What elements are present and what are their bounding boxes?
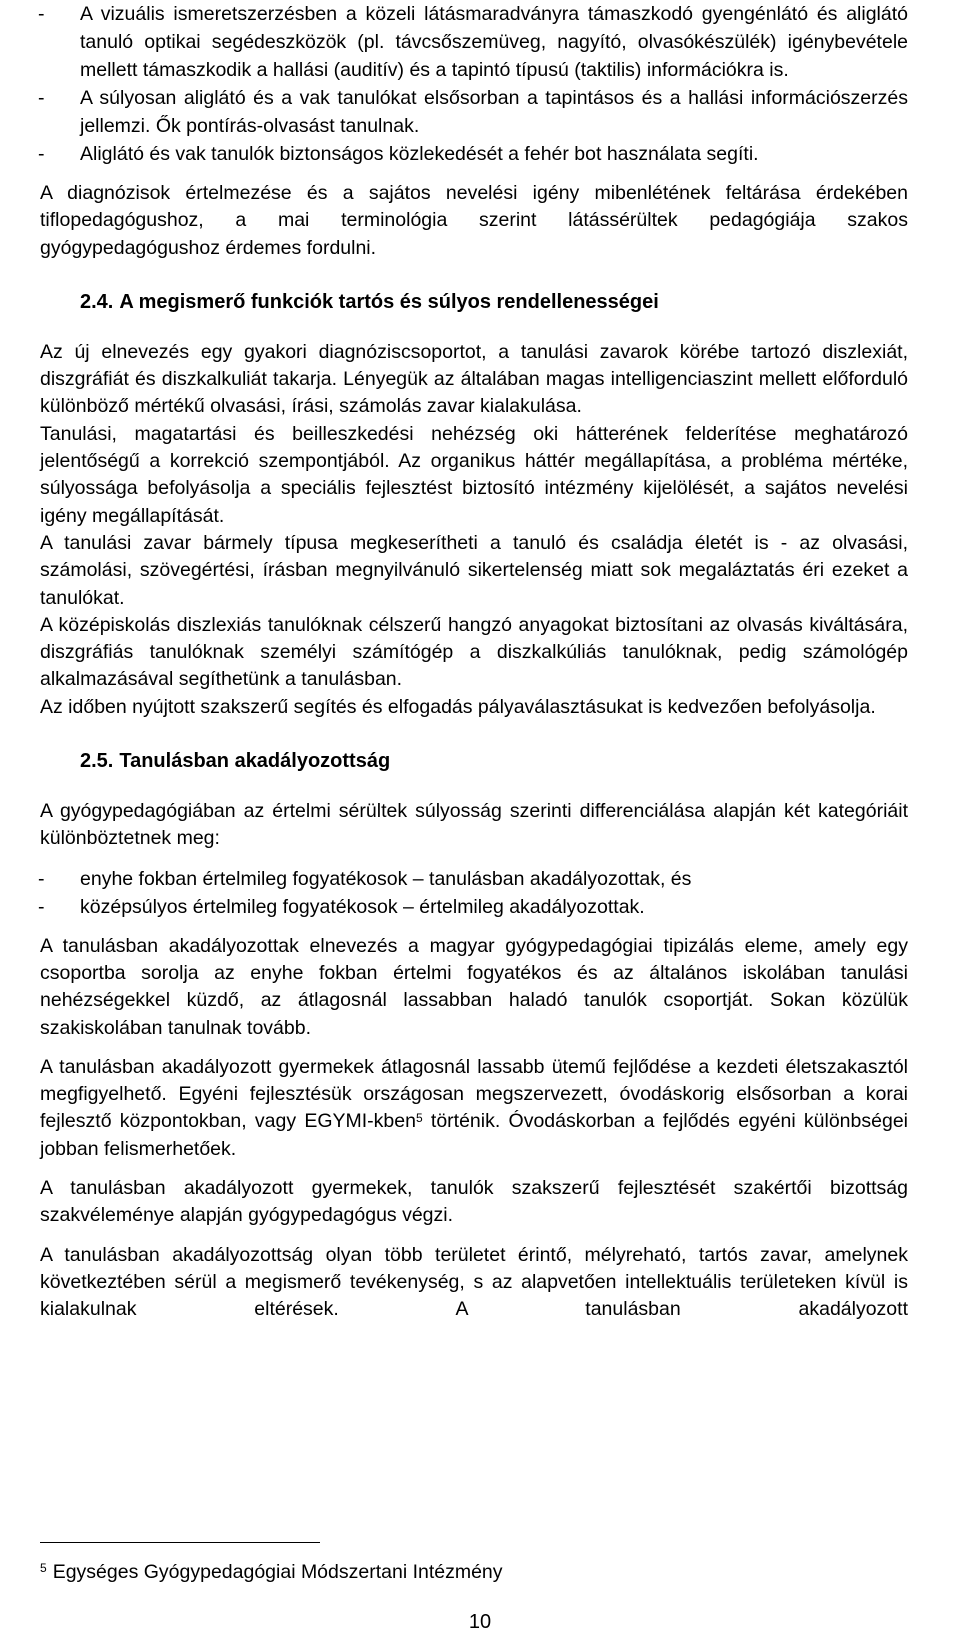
list-item [0, 0, 960, 84]
footnote-text: Egységes Gyógypedagógiai Módszertani Intézmény [52, 1561, 503, 1583]
category-list [0, 865, 960, 921]
list-item [0, 865, 960, 893]
footnote [40, 1558, 503, 1586]
list-item-text: Aliglátó és vak tanulók biztonságos közlekedését a fehér bot használata segíti. [80, 143, 759, 165]
paragraph: A középiskolás diszlexiás tanulóknak célszerű hangzó anyagokat biztosítani az olvasás kiváltására, diszgráfiás tanulóknak személyi számítógép a diszkalkúliás tanulóknak, pedig számológép alkalmazásával segíthetünk a tanulásban. [40, 613, 908, 691]
paragraph-text: A tanulásban akadályozott gyermekek átlagosnál lassabb ütemű fejlődése a kezdeti életszakasztól megfigyelhető. Egyéni fejlesztésük országosan megszervezett, óvodáskorig elsősorban a korai fejlesztő központokban, vagy EGYMI-kben [40, 1055, 908, 1133]
list-item [0, 893, 960, 921]
list-item-text: A vizuális ismeretszerzésben a közeli látásmaradványra támaszkodó gyengénlátó és aliglátó tanuló optikai segédeszközök (pl. távcsőszemüveg, nagyító, olvasókészülék) igénybevétele mellett támaszkodik a hallási (auditív) és a tapintó típusú (taktilis) információkra is. [80, 3, 908, 81]
list-dash: - [38, 867, 45, 890]
list-item-text: A súlyosan aliglátó és a vak tanulókat elsősorban a tapintásos és a hallási információszerzés jellemzi. Ők pontírás-olvasást tanulnak. [80, 87, 908, 137]
paragraph: Az új elnevezés egy gyakori diagnóziscsoportot, a tanulási zavarok körébe tartozó diszlexiát, diszgráfiát és diszkalkuliát takarja. Lényegük az általában magas intelligenciaszint mellett előforduló különböző mértékű olvasási, írási, számolás zavar kialakulása. [40, 340, 908, 418]
section-number: 2.4. [80, 290, 114, 313]
list-item [0, 84, 960, 140]
list-item-text: középsúlyos értelmileg fogyatékosok – értelmileg akadályozottak. [80, 895, 645, 918]
list-item [0, 140, 960, 168]
paragraph-continued: A tanulásban akadályozottság olyan több területet érintő, mélyreható, tartós zavar, amelynek következtében sérül a megismerő tevékenység, s az alapvetően intellektuális területeken kívül is kialakulnak eltérések. A tanulásban akadályozott [40, 1243, 908, 1321]
list-dash: - [38, 3, 45, 25]
list-dash: - [38, 143, 45, 165]
section-number: 2.5. [80, 750, 114, 773]
section-title: Tanulásban akadályozottság [119, 750, 391, 773]
footnote-number: 5 [40, 1561, 47, 1575]
list-item-text: enyhe fokban értelmileg fogyatékosok – tanulásban akadályozottak, és [80, 867, 692, 890]
footnote-separator [40, 1542, 320, 1543]
paragraph-intro: A gyógypedagógiában az értelmi sérültek súlyosság szerinti differenciálása alapján két kategóriáit különböztetnek meg: [40, 800, 908, 850]
paragraph-with-footnote-ref [0, 1054, 960, 1163]
paragraph-diagnosis: A diagnózisok értelmezése és a sajátos nevelési igény mibenlétének feltárása érdekében tiflopedagógushoz, a mai terminológia szerint látássérültek pedagógiája szakos gyógypedagógushoz érdemes fordulni. [40, 182, 908, 259]
paragraph: Tanulási, magatartási és beilleszkedési nehézség oki hátterének felderítése meghatározó jelentőségű a korrekció szempontjából. Az organikus háttér megállapítása, a probléma mértéke, súlyossága befolyásolja a speciális fejlesztést biztosító intézmény kijelölését, a sajátos nevelési igény megállapítását. [40, 422, 908, 527]
list-dash: - [38, 895, 45, 918]
paragraph: A tanulásban akadályozott gyermekek, tanulók szakszerű fejlesztését szakértői bizottság szakvéleménye alapján gyógypedagógus végzi. [40, 1177, 908, 1227]
paragraph: A tanulási zavar bármely típusa megkeserítheti a tanuló és családja életét is - az olvasási, számolási, szövegértési, írásban megnyilvánuló sikertelenség miatt sok megaláztatás éri ezeket a tanulókat. [40, 531, 908, 609]
section-heading-2-4 [0, 288, 960, 316]
footnote-reference: 5 [415, 1111, 423, 1126]
section-heading-2-5 [0, 747, 960, 775]
list-dash: - [38, 87, 45, 109]
paragraph: A tanulásban akadályozottak elnevezés a magyar gyógypedagógiai tipizálás eleme, amely egy csoportba sorolja az enyhe fokban értelmi fogyatékos és az általános iskolában tanulási nehézségekkel küzdő, az átlagosnál lassabban haladó tanulók csoportját. Sokan közülük szakiskolában tanulnak tovább. [40, 934, 908, 1039]
top-bullet-list [0, 0, 960, 168]
page-number: 10 [468, 1611, 492, 1633]
section-title: A megismerő funkciók tartós és súlyos rendellenességei [119, 290, 659, 313]
paragraph-text: történik. Óvodáskorban a fejlődés egyéni különbségei jobban felismerhetőek. [40, 1110, 908, 1160]
paragraph: Az időben nyújtott szakszerű segítés és elfogadás pályaválasztásukat is kedvezően befolyásolja. [40, 695, 876, 718]
